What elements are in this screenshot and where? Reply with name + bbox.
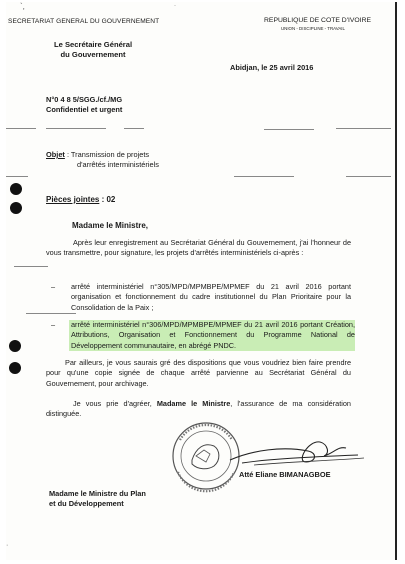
reference-number: N°0 4 8 5/SGG./cf./MG — [46, 95, 123, 104]
sender-line2: du Gouvernement — [60, 50, 126, 59]
list-item: arrêté interministériel n°305/MPD/MPMBPE/MPMEF du 21 avril 2016 portant organisation et fonctionnement du cadre institutionnel du Plan Prioritaire pour la Consolidation de la Paix ; — [71, 282, 351, 312]
scan-mark: · — [6, 542, 9, 549]
closing-after: , l'assurance de ma considération distinguée. — [46, 399, 351, 419]
divider — [46, 128, 106, 129]
header-motto: UNION - DISCIPLINE - TRAVAIL — [281, 26, 345, 31]
closing-paragraph — [46, 399, 351, 420]
subject-label: Objet — [46, 150, 65, 159]
subject-line1: : Transmission de projets — [66, 150, 150, 159]
divider — [6, 176, 28, 177]
header-country: REPUBLIQUE DE COTE D'IVOIRE — [264, 17, 372, 24]
paragraph-archiving: Par ailleurs, je vous saurais gré des dispositions que vous voudriez bien faire prendre pour qu'une copie signée de chaque arrêté parvienne au Secrétariat Général du Gouvernement, pour archivage. — [46, 358, 351, 388]
divider — [6, 128, 36, 129]
intro-paragraph: Après leur enregistrement au Secrétariat Général du Gouvernement, j'ai l'honneur de vous transmettre, pour signature, les projets d'arrêtés interministériels ci-après : — [46, 238, 351, 258]
attachments-value: : 02 — [101, 195, 116, 204]
divider — [14, 266, 48, 267]
handwritten-signature — [230, 442, 364, 465]
divider — [26, 313, 76, 314]
addressee-line2: et du Développement — [49, 499, 124, 508]
signatory-name: Atté Eliane BIMANAGBOE — [239, 470, 331, 479]
letter-page — [6, 2, 397, 560]
subject-line2: d'arrêtés interministériels — [77, 160, 159, 169]
addressee-line1: Madame le Ministre du Plan — [49, 489, 146, 498]
divider — [124, 128, 144, 129]
salutation: Madame le Ministre, — [72, 221, 149, 230]
scan-mark: `, — [20, 2, 25, 11]
sender-block — [54, 40, 132, 60]
punch-hole — [9, 362, 21, 374]
bullet-dash: – — [51, 320, 56, 329]
header-left: SECRETARIAT GENERAL DU GOUVERNEMENT — [8, 18, 160, 25]
punch-hole — [10, 202, 22, 214]
confidentiality: Confidentiel et urgent — [46, 105, 123, 114]
closing-bold: Madame le Ministre — [156, 399, 231, 408]
bullet-dash: – — [51, 282, 56, 291]
sender-line1: Le Secrétaire Général — [54, 40, 133, 49]
punch-hole — [9, 340, 21, 352]
closing-before: Je vous prie d'agréer, — [73, 399, 157, 408]
divider — [234, 176, 294, 177]
list-item-highlighted: arrêté interministériel n°306/MPD/MPMBPE/MPMEF du 21 avril 2016 portant Création, Attributions, Organisation et Fonctionnement du Programme National de Développement communautaire, en abrégé PNDC. — [71, 320, 355, 350]
divider — [336, 128, 391, 129]
divider — [346, 176, 391, 177]
scan-mark: · — [174, 3, 176, 9]
reference-block — [46, 95, 122, 115]
attachments-label: Pièces jointes — [46, 195, 100, 204]
attachments — [46, 195, 115, 204]
official-seal — [173, 423, 239, 491]
addressee-block — [49, 489, 146, 509]
punch-hole — [10, 183, 22, 195]
official-stamp-and-signature — [158, 420, 398, 496]
letter-date: Abidjan, le 25 avril 2016 — [230, 63, 314, 72]
divider — [264, 129, 314, 130]
subject-block — [46, 150, 159, 170]
